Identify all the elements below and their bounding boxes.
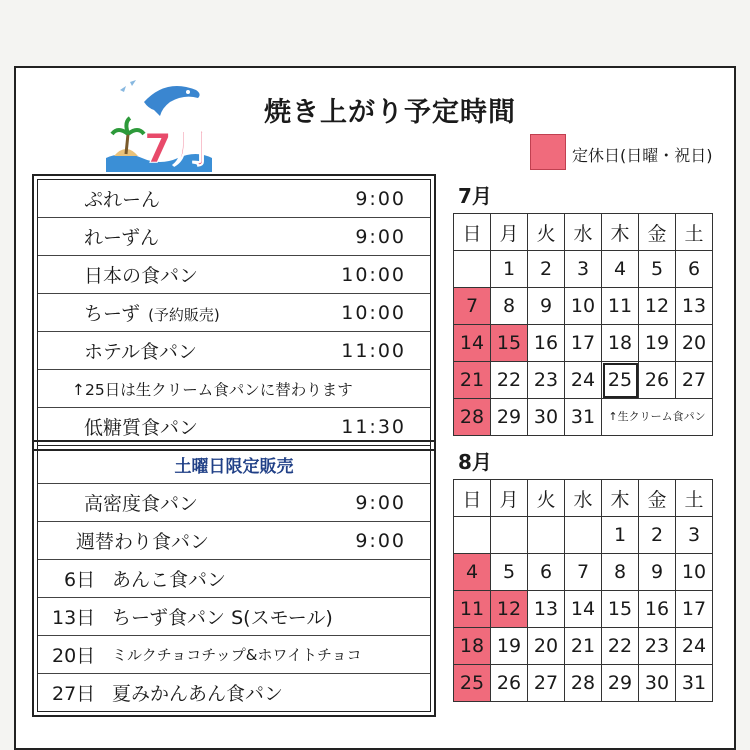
weekday-header: 土 [676,214,713,251]
bread-name: 日本の食パン [84,265,199,287]
calendar-day: 2 [528,251,565,288]
calendar-day: 4 [454,554,491,591]
calendar-day: 8 [491,288,528,325]
weekly-date: 13日 [52,607,96,629]
weekday-header: 月 [491,480,528,517]
calendar-day: 25 [454,665,491,702]
calendar-day: 18 [454,628,491,665]
schedule-row [38,256,430,294]
weekly-date: 6日 [64,569,96,591]
calendar-day: 14 [454,325,491,362]
calendar-day: 30 [528,399,565,436]
calendar-week [454,362,713,399]
calendar-week [454,591,713,628]
calendar-empty-cell [528,517,565,554]
calendar-day: 12 [639,288,676,325]
calendar-day: 4 [602,251,639,288]
calendar-day: 25 [602,362,639,399]
bread-name: れーずん [84,227,160,249]
calendar-day: 14 [565,591,602,628]
weekly-date: 20日 [52,645,96,667]
calendar-day: 29 [491,399,528,436]
calendar-day: 27 [528,665,565,702]
bake-time: 11:30 [341,415,406,438]
bake-time: 10:00 [341,301,406,324]
calendar-week [454,325,713,362]
weekday-header: 水 [565,480,602,517]
calendar-day: 27 [676,362,713,399]
bread-name: ホテル食パン [84,341,198,363]
calendar-day: 20 [676,325,713,362]
weekly-bread-name: 夏みかんあん食パン [112,683,284,705]
bake-time: 11:00 [341,339,406,362]
schedule-row [38,180,430,218]
page-title: 焼き上がり予定時間 [264,97,516,128]
calendar-day: 24 [676,628,713,665]
weekly-bread-row [38,560,430,598]
bake-time: 9:00 [355,187,406,210]
weekday-header: 木 [602,480,639,517]
bread-name [84,299,220,326]
calendar-day: 2 [639,517,676,554]
calendar-week [454,399,713,436]
calendar-day: 30 [639,665,676,702]
calendar-day: 24 [565,362,602,399]
calendar-note: ↑生クリーム食パン [602,399,713,436]
calendar-day: 11 [602,288,639,325]
bake-time: 9:00 [355,225,406,248]
weekday-header: 土 [676,480,713,517]
calendar-day: 20 [528,628,565,665]
calendar-day: 31 [676,665,713,702]
calendar-day: 16 [639,591,676,628]
calendar-day: 1 [491,251,528,288]
weekday-header: 月 [491,214,528,251]
schedule-row [38,484,430,522]
calendar-day: 7 [454,288,491,325]
calendar-day: 9 [639,554,676,591]
calendar-week [454,517,713,554]
calendar-day: 28 [454,399,491,436]
calendar-day: 6 [528,554,565,591]
calendar-day: 21 [454,362,491,399]
calendar-empty-cell [454,251,491,288]
calendar-day: 3 [565,251,602,288]
weekday-header: 金 [639,214,676,251]
calendar-day: 8 [602,554,639,591]
dolphin-july-logo [104,76,212,172]
calendar-day: 22 [491,362,528,399]
weekday-header: 日 [454,480,491,517]
bread-name: 週替わり食パン [76,531,210,553]
replacement-memo: ↑25日は生クリーム食パンに替わります [72,380,353,399]
july-label: 7月 [458,184,492,208]
calendar-week [454,554,713,591]
calendar-day: 5 [639,251,676,288]
calendar-day: 17 [565,325,602,362]
schedule-row [38,294,430,332]
calendar-day: 10 [565,288,602,325]
calendar-day: 26 [639,362,676,399]
calendar-day: 21 [565,628,602,665]
calendar-day: 16 [528,325,565,362]
logo-month-text: 7月 [144,126,212,172]
august-calendar [453,479,713,702]
calendar-day: 9 [528,288,565,325]
calendar-day: 13 [528,591,565,628]
calendar-day: 12 [491,591,528,628]
bread-name: 低糖質食パン [84,417,199,439]
calendar-day: 15 [491,325,528,362]
calendar-day: 6 [676,251,713,288]
calendar-day: 18 [602,325,639,362]
calendar-week [454,665,713,702]
holiday-legend-swatch [530,134,566,170]
weekday-header: 木 [602,214,639,251]
calendar-day: 1 [602,517,639,554]
calendar-day: 15 [602,591,639,628]
schedule-row [38,218,430,256]
calendar-day: 10 [676,554,713,591]
weekly-bread-row [38,598,430,636]
bake-time: 10:00 [341,263,406,286]
calendar-week [454,628,713,665]
weekday-header: 火 [528,214,565,251]
saturday-heading: 土曜日限定販売 [38,446,430,484]
calendar-day: 28 [565,665,602,702]
bake-time: 9:00 [355,529,406,552]
calendar-week [454,251,713,288]
weekly-date: 27日 [52,683,96,705]
saturday-schedule [32,440,436,717]
weekly-bread-row [38,674,430,711]
weekly-bread-name: ミルクチョコチップ&ホワイトチョコ [112,646,362,664]
calendar-day: 3 [676,517,713,554]
calendar-day: 11 [454,591,491,628]
schedule-row [38,522,430,560]
calendar-day: 7 [565,554,602,591]
calendar-day: 5 [491,554,528,591]
bread-name: ぷれーん [84,189,161,211]
weekday-header: 日 [454,214,491,251]
august-label: 8月 [458,450,492,474]
weekly-bread-name: あんこ食パン [112,569,227,591]
bread-name-text: ちーず [84,303,141,325]
schedule-row [38,332,430,370]
weekday-header: 火 [528,480,565,517]
calendar-day: 17 [676,591,713,628]
bread-name: 高密度食パン [84,493,199,515]
holiday-legend-label: 定休日(日曜・祝日) [572,146,713,165]
reservation-note: (予約販売) [148,306,220,324]
calendar-empty-cell [491,517,528,554]
calendar-day: 29 [602,665,639,702]
calendar-day: 26 [491,665,528,702]
weekly-bread-row [38,636,430,674]
calendar-day: 31 [565,399,602,436]
calendar-day: 23 [639,628,676,665]
schedule-memo-row [38,370,430,408]
calendar-day: 19 [639,325,676,362]
bake-time: 9:00 [355,491,406,514]
calendar-empty-cell [565,517,602,554]
calendar-day: 23 [528,362,565,399]
july-calendar [453,213,713,436]
calendar-week [454,288,713,325]
calendar-day: 22 [602,628,639,665]
calendar-empty-cell [454,517,491,554]
weekday-header: 水 [565,214,602,251]
daily-schedule [32,174,436,451]
weekly-bread-name: ちーず食パン S(スモール) [112,607,333,629]
weekday-header: 金 [639,480,676,517]
calendar-day: 13 [676,288,713,325]
calendar-day: 19 [491,628,528,665]
